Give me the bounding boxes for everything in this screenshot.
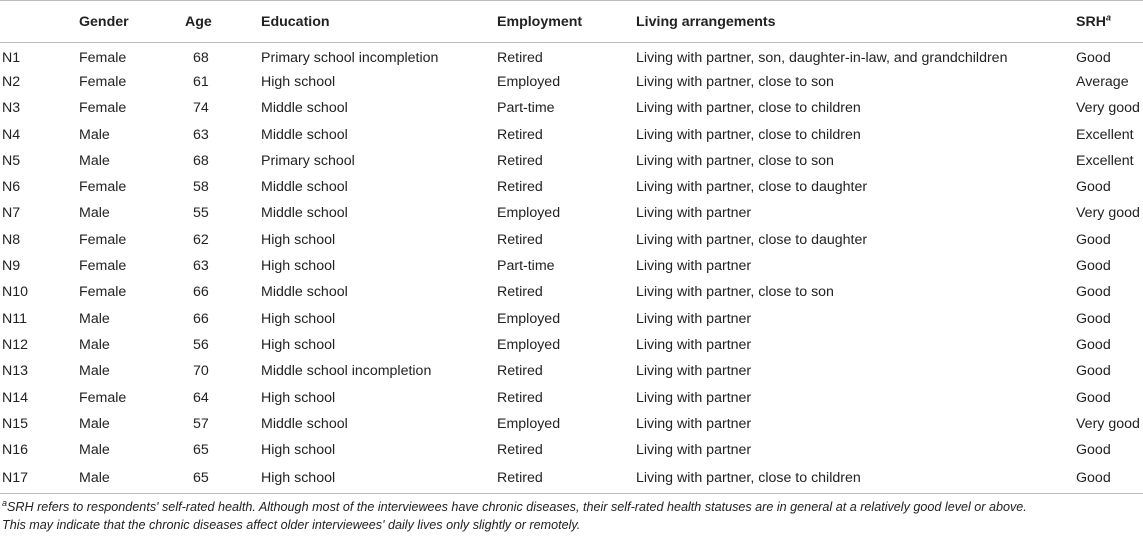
cell-education: High school xyxy=(261,389,336,406)
cell-education: High school xyxy=(261,231,336,248)
cell-id: N8 xyxy=(2,231,21,248)
table-row xyxy=(0,463,1143,493)
cell-srh: Good xyxy=(1076,363,1111,380)
cell-srh: Good xyxy=(1076,49,1111,66)
cell-education: Middle school xyxy=(261,205,348,222)
cell-gender: Male xyxy=(79,336,110,353)
cell-gender: Female xyxy=(79,231,127,248)
cell-employment: Employed xyxy=(497,415,561,432)
cell-age: 65 xyxy=(193,442,209,459)
header-living-arrangements: Living arrangements xyxy=(636,13,776,30)
cell-age: 64 xyxy=(193,389,209,406)
cell-living-arrangements: Living with partner, close to daughter xyxy=(636,231,868,248)
table-body xyxy=(0,43,1143,494)
cell-living-arrangements: Living with partner xyxy=(636,363,752,380)
footnote-line-2: This may indicate that the chronic diseases affect older interviewees' daily lives only slightly or remotely. xyxy=(2,517,581,532)
table-row xyxy=(0,95,1143,121)
cell-gender: Male xyxy=(79,363,110,380)
cell-employment: Employed xyxy=(497,73,561,90)
cell-age: 66 xyxy=(193,284,209,301)
cell-gender: Female xyxy=(79,179,127,196)
cell-employment: Part-time xyxy=(497,100,555,117)
cell-id: N9 xyxy=(2,258,21,275)
cell-living-arrangements: Living with partner, close to children xyxy=(636,470,861,486)
cell-srh: Good xyxy=(1076,258,1111,275)
cell-srh: Good xyxy=(1076,389,1111,406)
cell-srh: Excellent xyxy=(1076,126,1134,143)
footnote-line-1 xyxy=(2,498,1141,516)
cell-srh: Good xyxy=(1076,310,1111,327)
cell-employment: Employed xyxy=(497,310,561,327)
table-header xyxy=(0,1,1143,43)
cell-education: Middle school xyxy=(261,126,348,143)
cell-employment: Retired xyxy=(497,442,543,459)
cell-id: N10 xyxy=(2,284,29,301)
cell-age: 68 xyxy=(193,152,209,169)
cell-age: 62 xyxy=(193,231,209,248)
table-row xyxy=(0,227,1143,253)
footnote-text-1: SRH refers to respondents' self-rated health. Although most of the interviewees have chronic diseases, their self-rated health statuses are in general at a relatively good level or above. xyxy=(7,499,1027,514)
cell-education: Middle school xyxy=(261,179,348,196)
cell-living-arrangements: Living with partner xyxy=(636,336,752,353)
cell-gender: Female xyxy=(79,389,127,406)
cell-age: 58 xyxy=(193,179,209,196)
cell-gender: Male xyxy=(79,415,110,432)
cell-srh: Good xyxy=(1076,179,1111,196)
cell-education: High school xyxy=(261,336,336,353)
cell-education: High school xyxy=(261,258,336,275)
cell-srh: Average xyxy=(1076,73,1129,90)
cell-living-arrangements: Living with partner xyxy=(636,389,752,406)
footnote-marker: a xyxy=(2,497,8,508)
cell-gender: Male xyxy=(79,126,110,143)
header-srh-footnote-marker: a xyxy=(1105,11,1111,22)
cell-gender: Female xyxy=(79,100,127,117)
cell-gender: Male xyxy=(79,470,110,486)
header-id xyxy=(0,1,79,43)
cell-education: High school xyxy=(261,73,336,90)
table-row xyxy=(0,148,1143,174)
cell-id: N4 xyxy=(2,126,21,143)
cell-education: Middle school incompletion xyxy=(261,363,432,380)
table-row xyxy=(0,305,1143,331)
cell-employment: Retired xyxy=(497,49,543,66)
cell-id: N3 xyxy=(2,100,21,117)
table-row xyxy=(0,358,1143,384)
cell-living-arrangements: Living with partner xyxy=(636,415,752,432)
cell-gender: Female xyxy=(79,258,127,275)
cell-id: N16 xyxy=(2,442,29,459)
cell-living-arrangements: Living with partner, son, daughter-in-law, and grandchildren xyxy=(636,49,1008,66)
cell-gender: Female xyxy=(79,284,127,301)
cell-age: 66 xyxy=(193,310,209,327)
cell-srh: Good xyxy=(1076,470,1111,486)
cell-living-arrangements: Living with partner, close to children xyxy=(636,126,861,143)
cell-gender: Male xyxy=(79,310,110,327)
cell-employment: Retired xyxy=(497,152,543,169)
cell-gender: Female xyxy=(79,73,127,90)
cell-srh: Good xyxy=(1076,231,1111,248)
cell-age: 70 xyxy=(193,363,209,380)
table-row xyxy=(0,332,1143,358)
cell-id: N15 xyxy=(2,415,29,432)
header-gender: Gender xyxy=(79,13,129,30)
cell-srh: Excellent xyxy=(1076,152,1134,169)
cell-employment: Retired xyxy=(497,126,543,143)
cell-srh: Very good xyxy=(1076,100,1140,117)
cell-age: 74 xyxy=(193,100,209,117)
cell-gender: Male xyxy=(79,442,110,459)
cell-id: N5 xyxy=(2,152,21,169)
cell-living-arrangements: Living with partner, close to son xyxy=(636,284,834,301)
cell-education: High school xyxy=(261,470,336,486)
cell-education: Middle school xyxy=(261,415,348,432)
cell-living-arrangements: Living with partner xyxy=(636,258,752,275)
cell-employment: Retired xyxy=(497,363,543,380)
cell-srh: Good xyxy=(1076,442,1111,459)
cell-education: Primary school incompletion xyxy=(261,49,439,66)
table-row xyxy=(0,411,1143,437)
cell-living-arrangements: Living with partner xyxy=(636,442,752,459)
cell-living-arrangements: Living with partner, close to daughter xyxy=(636,179,868,196)
cell-gender: Male xyxy=(79,205,110,222)
cell-gender: Male xyxy=(79,152,110,169)
cell-education: Primary school xyxy=(261,152,355,169)
table-row xyxy=(0,253,1143,279)
cell-employment: Retired xyxy=(497,231,543,248)
cell-employment: Employed xyxy=(497,205,561,222)
cell-id: N13 xyxy=(2,363,29,380)
cell-srh: Very good xyxy=(1076,415,1140,432)
table-row xyxy=(0,384,1143,410)
cell-age: 63 xyxy=(193,126,209,143)
table-row xyxy=(0,200,1143,226)
cell-employment: Retired xyxy=(497,179,543,196)
cell-living-arrangements: Living with partner xyxy=(636,205,752,222)
cell-gender: Female xyxy=(79,49,127,66)
cell-employment: Employed xyxy=(497,336,561,353)
cell-living-arrangements: Living with partner, close to children xyxy=(636,100,861,117)
cell-living-arrangements: Living with partner xyxy=(636,310,752,327)
cell-id: N6 xyxy=(2,179,21,196)
table-row xyxy=(0,121,1143,147)
cell-age: 57 xyxy=(193,415,209,432)
cell-age: 65 xyxy=(193,470,209,486)
cell-age: 68 xyxy=(193,49,209,66)
cell-employment: Part-time xyxy=(497,258,555,275)
cell-employment: Retired xyxy=(497,389,543,406)
header-row xyxy=(0,1,1143,43)
cell-employment: Retired xyxy=(497,470,543,486)
cell-id: N17 xyxy=(2,470,29,486)
header-srh-label: SRH xyxy=(1076,13,1106,30)
table-row xyxy=(0,279,1143,305)
header-age: Age xyxy=(185,13,212,30)
cell-education: Middle school xyxy=(261,284,348,301)
cell-id: N2 xyxy=(2,73,21,90)
cell-id: N1 xyxy=(2,49,21,66)
cell-education: High school xyxy=(261,310,336,327)
table-row xyxy=(0,69,1143,95)
cell-employment: Retired xyxy=(497,284,543,301)
cell-age: 61 xyxy=(193,73,209,90)
header-srh xyxy=(1076,1,1143,43)
table-row xyxy=(0,43,1143,69)
cell-srh: Good xyxy=(1076,284,1111,301)
cell-id: N14 xyxy=(2,389,29,406)
cell-srh: Good xyxy=(1076,336,1111,353)
cell-srh: Very good xyxy=(1076,205,1140,222)
table-row xyxy=(0,437,1143,463)
header-employment: Employment xyxy=(497,13,583,30)
cell-education: Middle school xyxy=(261,100,348,117)
cell-id: N12 xyxy=(2,336,29,353)
cell-living-arrangements: Living with partner, close to son xyxy=(636,152,834,169)
table-footnote xyxy=(0,494,1143,534)
table-row xyxy=(0,174,1143,200)
cell-age: 56 xyxy=(193,336,209,353)
cell-age: 63 xyxy=(193,258,209,275)
cell-living-arrangements: Living with partner, close to son xyxy=(636,73,834,90)
cell-id: N11 xyxy=(2,310,27,327)
cell-age: 55 xyxy=(193,205,209,222)
header-education: Education xyxy=(261,13,330,30)
cell-education: High school xyxy=(261,442,336,459)
cell-id: N7 xyxy=(2,205,21,222)
